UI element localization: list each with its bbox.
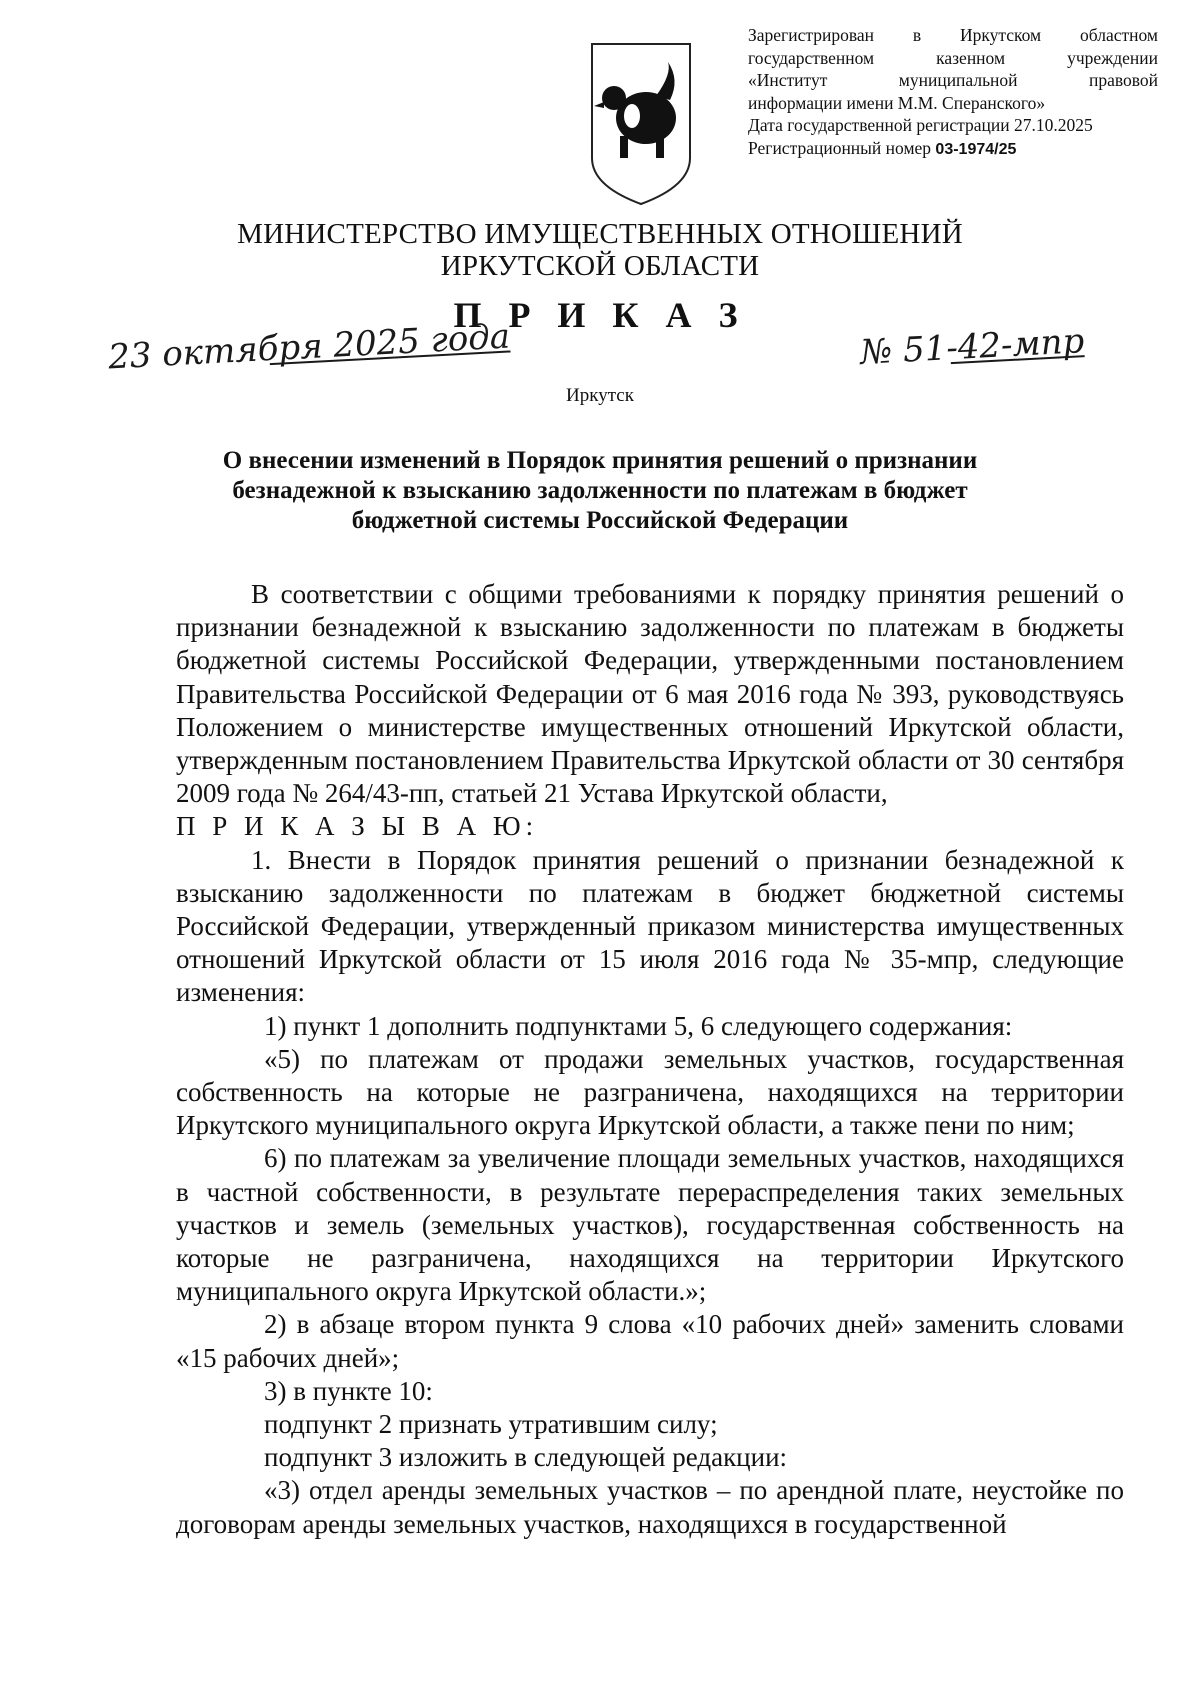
registration-line: информации имени М.М. Сперанского» <box>748 92 1046 113</box>
document-title: П Р И К А З <box>453 295 747 335</box>
quote-subitem-5: «5) по платежам от продажи земельных участков, государственная собственность на которые не разграничена, находящихся на территории Иркутского муниципального округа Иркутской области, а также пени по ним; <box>176 1043 1124 1141</box>
subitem-3-paragraph: 3) в пункте 10: <box>264 1375 433 1406</box>
ministry-name-line2: ИРКУТСКОЙ ОБЛАСТИ <box>440 250 760 282</box>
handwritten-order-number: № 51-42-мпр <box>859 321 1086 373</box>
registration-line: государственном казенном учреждении <box>748 47 1158 68</box>
registration-line: Зарегистрирован в Иркутском областном <box>748 25 1158 45</box>
handwritten-date: 23 октября 2025 года <box>107 316 512 378</box>
registration-number-label: Регистрационный номер <box>748 137 932 158</box>
subject-line: О внесении изменений в Порядок принятия решений о признании <box>222 447 978 474</box>
city-name: Иркутск <box>566 385 634 406</box>
quote-subitem-3: «3) отдел аренды земельных участков – по арендной плате, неустойке по договорам аренды земельных участков, находящихся в государственной <box>176 1475 1124 1539</box>
subject-line: безнадежной к взысканию задолженности по платежам в бюджет <box>232 477 968 504</box>
registration-number: 03-1974/25 <box>935 140 1017 158</box>
subitem-3a-paragraph: подпункт 2 признать утратившим силу; <box>264 1409 718 1440</box>
preamble-paragraph: В соответствии с общими требованиями к порядку принятия решений о признании безнадежной к взысканию задолженности по платежам в бюджеты бюджетной системы Российской Федерации, утвержденными постановлением Правительства Российской Федерации от 6 мая 2016 года № 393, руководствуясь Положением о министерстве имущественных отношений Иркутской области, утвержденным постановлением Правительства Иркутской области от 30 сентября 2009 года № 264/43-пп, статьей 21 Устава Иркутской области, <box>176 579 1124 809</box>
subitem-2-paragraph: 2) в абзаце втором пункта 9 слова «10 рабочих дней» заменить словами «15 рабочих дней»; <box>176 1309 1124 1373</box>
subitem-1-paragraph: 1) пункт 1 дополнить подпунктами 5, 6 следующего содержания: <box>264 1010 1013 1041</box>
subject-line: бюджетной системы Российской Федерации <box>351 507 849 534</box>
registration-line: «Институт муниципальной правовой <box>748 70 1158 90</box>
quote-subitem-6: 6) по платежам за увеличение площади земельных участков, находящихся в частной собственности, в результате перераспределения таких земельных участков и земель (земельных участков), государственная собственность на которые не разграничена, находящихся на территории Иркутского муниципального округа Иркутской области.»; <box>176 1143 1124 1307</box>
irkutsk-coat-of-arms-icon <box>586 40 696 208</box>
decree-word: П Р И К А З Ы В А Ю: <box>176 811 539 842</box>
registration-date: Дата государственной регистрации 27.10.2025 <box>748 115 1093 135</box>
registration-stamp <box>748 24 1158 161</box>
item-1-paragraph: 1. Внести в Порядок принятия решений о признании безнадежной к взысканию задолженности по платежам в бюджет бюджетной системы Российской Федерации, утвержденный приказом министерства имущественных отношений Иркутской области от 15 июля 2016 года № 35-мпр, следующие изменения: <box>176 844 1124 1008</box>
order-body <box>176 578 1124 1541</box>
registration-number-row <box>748 137 1158 162</box>
ministry-name-line1: МИНИСТЕРСТВО ИМУЩЕСТВЕННЫХ ОТНОШЕНИЙ <box>237 218 963 250</box>
subitem-3b-paragraph: подпункт 3 изложить в следующей редакции: <box>264 1442 788 1473</box>
order-subject <box>180 446 1020 536</box>
